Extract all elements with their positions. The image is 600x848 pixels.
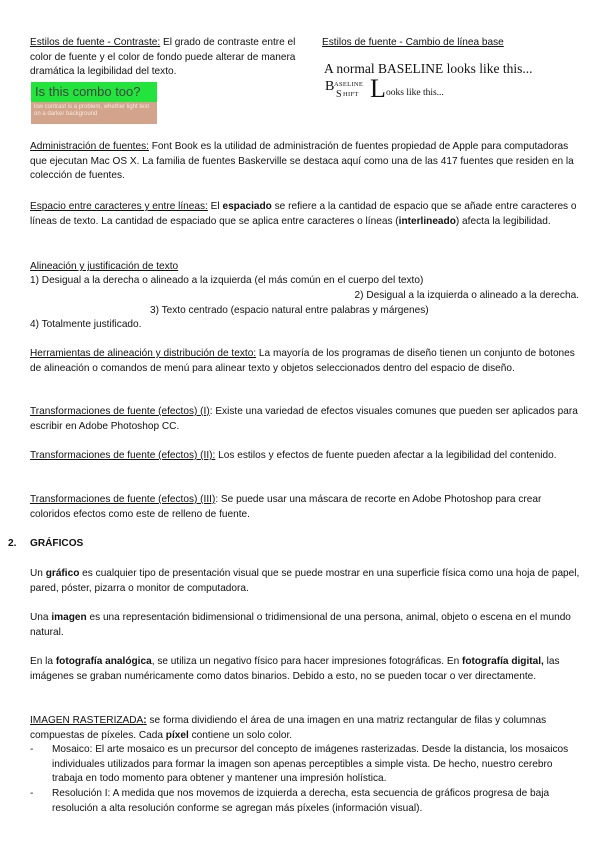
baseline-shift-b: B <box>325 79 335 94</box>
section-number: 2. <box>8 538 17 549</box>
spacing-text-2: se refiere a la cantidad de espacio que se añade entre caracteres o líneas de texto. La cantidad de espaciado que se aplica entre caracteres o líneas ( <box>30 201 577 227</box>
transformations-1-text: : Existe una variedad de efectos visuales comunes que pueden ser aplicados para escribir en Adobe Photoshop CC. <box>30 406 578 432</box>
alignment-tools-text: La mayoría de los programas de diseño tienen un conjunto de botones de alineación o comandos de menú para alinear texto y objetos seleccionados dentro del espacio de diseño. <box>30 348 575 374</box>
baseline-normal-line: A normal BASELINE looks like this... <box>324 61 533 76</box>
photography-text-1: En la <box>30 656 56 667</box>
bullet-dash-1: - <box>30 744 34 755</box>
photography-bold-1: fotografía analógica <box>55 656 152 667</box>
raster-colon: : <box>143 715 147 726</box>
raster-bold: píxel <box>165 729 189 741</box>
graphic-text-2: es cualquier tipo de presentación visual que se puede mostrar en una superficie física como una hoja de papel, pared, póster, pizarra o monitor de computadora. <box>30 568 580 594</box>
alignment-heading: Alineación y justificación de texto <box>30 261 179 272</box>
alignment-line-1: 1) Desigual a la derecha o alineado a la izquierda (el más común en el cuerpo del texto) <box>30 275 424 286</box>
image-text-1: Una <box>30 612 52 623</box>
contrast-demo-bottom: low contrast is a problem, whether light text on a darker background <box>31 102 157 124</box>
photography-bold-2: fotografía digital, <box>461 656 544 667</box>
spacing-heading: Espacio entre caracteres y entre líneas: <box>30 201 208 212</box>
spacing-text-1: El <box>207 201 223 212</box>
transformations-3-text: : Se puede usar una máscara de recorte en Adobe Photoshop para crear coloridos efectos como este de relleno de fuente. <box>30 494 542 520</box>
graphic-definition-paragraph <box>30 567 582 596</box>
transformations-2-paragraph <box>30 449 582 464</box>
contrast-demo-top: Is this combo too? <box>31 82 157 102</box>
spacing-bold-1: espaciado <box>222 201 272 212</box>
baseline-big-l: L <box>370 74 386 103</box>
baseline-looks-text: ooks like this... <box>386 88 444 98</box>
alignment-line-4: 4) Totalmente justificado. <box>30 319 142 330</box>
bullet-dash-2: - <box>30 788 34 799</box>
baseline-shift-word2: HIFT <box>343 91 359 98</box>
baseline-heading <box>322 36 504 51</box>
transformations-1-heading: Transformaciones de fuente (efectos) (I) <box>30 406 210 417</box>
alignment-tools-paragraph <box>30 347 582 376</box>
contrast-demo-image <box>31 82 157 124</box>
photography-text-3: las imágenes se graban numéricamente como datos binarios. Debido a esto, no se pueden tocar o ver directamente. <box>30 656 560 682</box>
spacing-paragraph <box>30 200 582 229</box>
baseline-shift-word1: ASELINE <box>334 81 364 88</box>
spacing-text-3: ) afecta la legibilidad. <box>455 215 551 227</box>
baseline-shift-s: S <box>336 89 342 100</box>
contrast-heading: Estilos de fuente - Contraste: <box>30 37 161 48</box>
raster-image-paragraph <box>30 714 582 743</box>
alignment-line-3: 3) Texto centrado (espacio natural entre palabras y márgenes) <box>150 305 429 316</box>
section-title: GRÁFICOS <box>30 538 84 549</box>
image-bold: imagen <box>51 612 87 623</box>
photography-text-2: , se utiliza un negativo físico para hacer impresiones fotográficas. En <box>151 656 462 667</box>
transformations-2-text: Los estilos y efectos de fuente pueden afectar a la legibilidad del contenido. <box>215 450 557 461</box>
font-management-paragraph <box>30 140 582 184</box>
alignment-tools-heading: Herramientas de alineación y distribución de texto: <box>30 348 257 359</box>
photography-paragraph <box>30 655 582 684</box>
spacing-bold-2: interlineado <box>398 215 456 227</box>
graphic-bold: gráfico <box>45 568 80 579</box>
image-text-2: es una representación bidimensional o tridimensional de una persona, animal, objeto o escena en el mundo natural. <box>30 612 571 638</box>
alignment-line-2: 2) Desigual a la izquierda o alineado a la derecha. <box>354 290 579 301</box>
raster-text-2: contiene un solo color. <box>188 729 293 741</box>
transformations-3-paragraph <box>30 493 582 522</box>
baseline-heading-text: Estilos de fuente - Cambio de línea base <box>322 37 504 48</box>
transformations-2-heading: Transformaciones de fuente (efectos) (II): <box>30 450 216 461</box>
raster-text-1: se forma dividiendo el área de una imagen en una matriz rectangular de filas y columnas compuestas de píxeles. Cada <box>30 715 547 741</box>
bullet-resolution: Resolución I: A medida que nos movemos de izquierda a derecha, esta secuencia de gráficos progresa de baja resolución a alta resolución conforme se agregan más píxeles (información visual). <box>52 788 550 814</box>
image-definition-paragraph <box>30 611 582 640</box>
graphic-text-1: Un <box>30 568 46 579</box>
font-management-heading: Administración de fuentes: <box>30 141 149 152</box>
raster-heading: IMAGEN RASTERIZADA <box>30 715 144 726</box>
contrast-text: El grado de contraste entre el color de fuente y el color de fondo puede alterar de manera dramática la legibilidad del texto. <box>30 37 296 78</box>
bullet-mosaic: Mosaico: El arte mosaico es un precursor del concepto de imágenes rasterizadas. Desde la distancia, los mosaicos individuales utilizados para formar la imagen son apenas perceptibles a simple vista. De hecho, nuestro cerebro trabaja en todo momento para obtener y mantener una impresión holística. <box>52 744 569 785</box>
baseline-demo-image <box>322 57 582 112</box>
font-management-text: Font Book es la utilidad de administración de fuentes propiedad de Apple para computadoras que ejecutan Mac OS X. La familia de fuentes Baskerville se destaca aquí como una de las 417 fuentes que residen en la colección de fuentes. <box>30 141 574 182</box>
transformations-1-paragraph <box>30 405 582 434</box>
transformations-3-heading: Transformaciones de fuente (efectos) (III) <box>30 494 216 505</box>
contrast-section <box>30 36 312 80</box>
